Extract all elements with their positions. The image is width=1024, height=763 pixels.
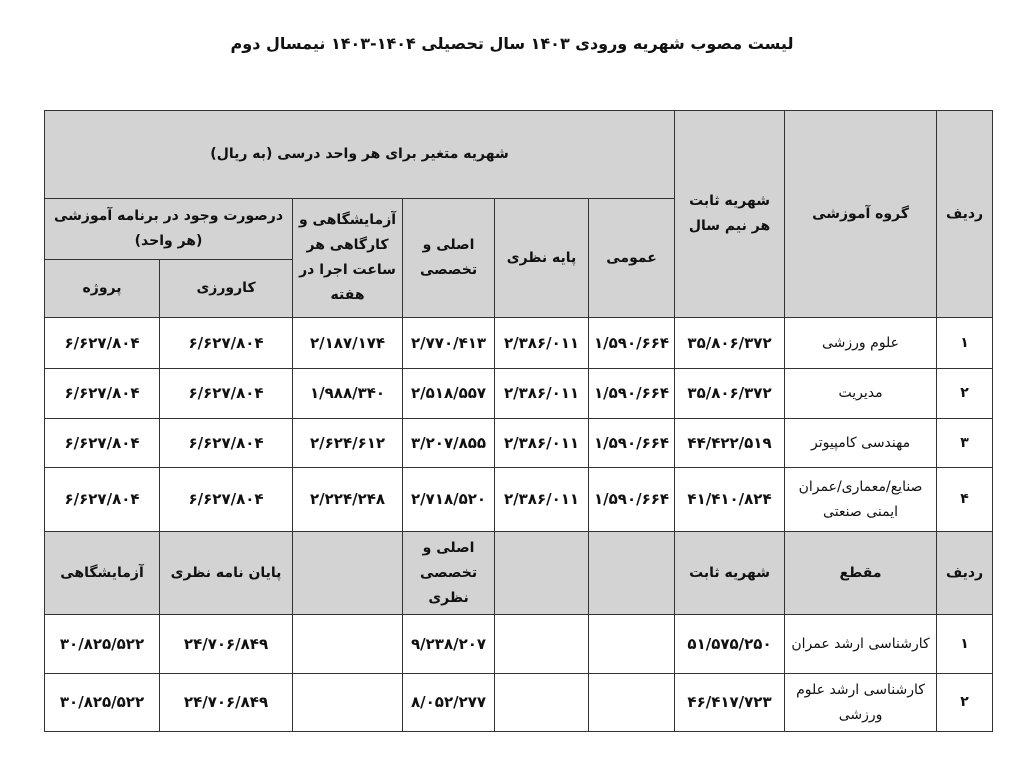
table-row [45,419,993,468]
header-if-in-program: درصورت وجود در برنامه آموزشی (هر واحد) [45,199,293,260]
row-project: ۶/۶۲۷/۸۰۴ [45,419,160,468]
row-level-name: کارشناسی ارشد علوم ورزشی [785,674,937,732]
row-project: ۶/۶۲۷/۸۰۴ [45,318,160,369]
row-empty [495,674,589,732]
row-core: ۳/۲۰۷/۸۵۵ [403,419,495,468]
row-empty [589,674,675,732]
row-internship: ۶/۶۲۷/۸۰۴ [160,468,293,532]
header-row-1 [45,111,993,199]
row-general: ۱/۵۹۰/۶۶۴ [589,369,675,419]
row-empty [293,674,403,732]
header-project: پروژه [45,260,160,318]
table-row [45,369,993,419]
header-fixed-tuition: شهریه ثابت هر نیم سال [675,111,785,318]
header-internship: کارورزی [160,260,293,318]
row-group-name: مدیریت [785,369,937,419]
row-core: ۲/۷۷۰/۴۱۳ [403,318,495,369]
header2-level: مقطع [785,532,937,615]
row-general: ۱/۵۹۰/۶۶۴ [589,419,675,468]
row-general: ۱/۵۹۰/۶۶۴ [589,318,675,369]
row-internship: ۶/۶۲۷/۸۰۴ [160,369,293,419]
row-core-theory: ۸/۰۵۲/۲۷۷ [403,674,495,732]
row-fixed: ۳۵/۸۰۶/۳۷۲ [675,369,785,419]
row-fixed: ۴۱/۴۱۰/۸۲۴ [675,468,785,532]
row-lab: ۲/۱۸۷/۱۷۴ [293,318,403,369]
row-empty [495,615,589,674]
header2-fixed: شهریه ثابت [675,532,785,615]
header2-thesis: پایان نامه نظری [160,532,293,615]
row-level-name: کارشناسی ارشد عمران [785,615,937,674]
header2-radif: ردیف [937,532,993,615]
row-base: ۲/۳۸۶/۰۱۱ [495,369,589,419]
row-base: ۲/۳۸۶/۰۱۱ [495,318,589,369]
table-row [45,318,993,369]
row-index: ۲ [937,674,993,732]
header-lab-workshop: آزمایشگاهی و کارگاهی هر ساعت اجرا در هفته [293,199,403,318]
header2-lab: آزمایشگاهی [45,532,160,615]
row-lab: ۱/۹۸۸/۳۴۰ [293,369,403,419]
row-thesis: ۲۴/۷۰۶/۸۴۹ [160,674,293,732]
row-core: ۲/۷۱۸/۵۲۰ [403,468,495,532]
row-project: ۶/۶۲۷/۸۰۴ [45,369,160,419]
table-row [45,468,993,532]
row-empty [589,615,675,674]
row-index: ۲ [937,369,993,419]
page-title: لیست مصوب شهریه ورودی ۱۴۰۳ سال تحصیلی ۱۴۰۴-۱۴۰۳ نیمسال دوم [230,34,794,53]
row-group-name: علوم ورزشی [785,318,937,369]
row-internship: ۶/۶۲۷/۸۰۴ [160,318,293,369]
row-lab: ۳۰/۸۲۵/۵۲۲ [45,674,160,732]
table-row [45,674,993,732]
row-fixed: ۴۴/۴۲۲/۵۱۹ [675,419,785,468]
row-internship: ۶/۶۲۷/۸۰۴ [160,419,293,468]
tuition-table [44,110,993,732]
row-index: ۳ [937,419,993,468]
row-base: ۲/۳۸۶/۰۱۱ [495,468,589,532]
header-row-graduate [45,532,993,615]
row-general: ۱/۵۹۰/۶۶۴ [589,468,675,532]
row-index: ۴ [937,468,993,532]
header2-core-theory: اصلی و تخصصی نظری [403,532,495,615]
row-core-theory: ۹/۲۳۸/۲۰۷ [403,615,495,674]
header2-empty [589,532,675,615]
row-index: ۱ [937,318,993,369]
row-empty [293,615,403,674]
row-lab: ۲/۶۲۴/۶۱۲ [293,419,403,468]
header-variable-tuition: شهریه متغیر برای هر واحد درسی (به ریال) [45,111,675,199]
header-base-theory: پایه نظری [495,199,589,318]
row-project: ۶/۶۲۷/۸۰۴ [45,468,160,532]
row-lab: ۲/۲۲۴/۲۴۸ [293,468,403,532]
header2-empty [293,532,403,615]
row-fixed: ۴۶/۴۱۷/۷۲۳ [675,674,785,732]
header-group: گروه آموزشی [785,111,937,318]
row-lab: ۳۰/۸۲۵/۵۲۲ [45,615,160,674]
row-base: ۲/۳۸۶/۰۱۱ [495,419,589,468]
header-radif: ردیف [937,111,993,318]
row-thesis: ۲۴/۷۰۶/۸۴۹ [160,615,293,674]
row-core: ۲/۵۱۸/۵۵۷ [403,369,495,419]
header-general: عمومی [589,199,675,318]
table-row [45,615,993,674]
row-group-name: مهندسی کامپیوتر [785,419,937,468]
header2-empty [495,532,589,615]
row-index: ۱ [937,615,993,674]
row-fixed: ۵۱/۵۷۵/۲۵۰ [675,615,785,674]
row-fixed: ۳۵/۸۰۶/۳۷۲ [675,318,785,369]
row-group-name: صنایع/معماری/عمران ایمنی صنعتی [785,468,937,532]
header-core: اصلی و تخصصی [403,199,495,318]
